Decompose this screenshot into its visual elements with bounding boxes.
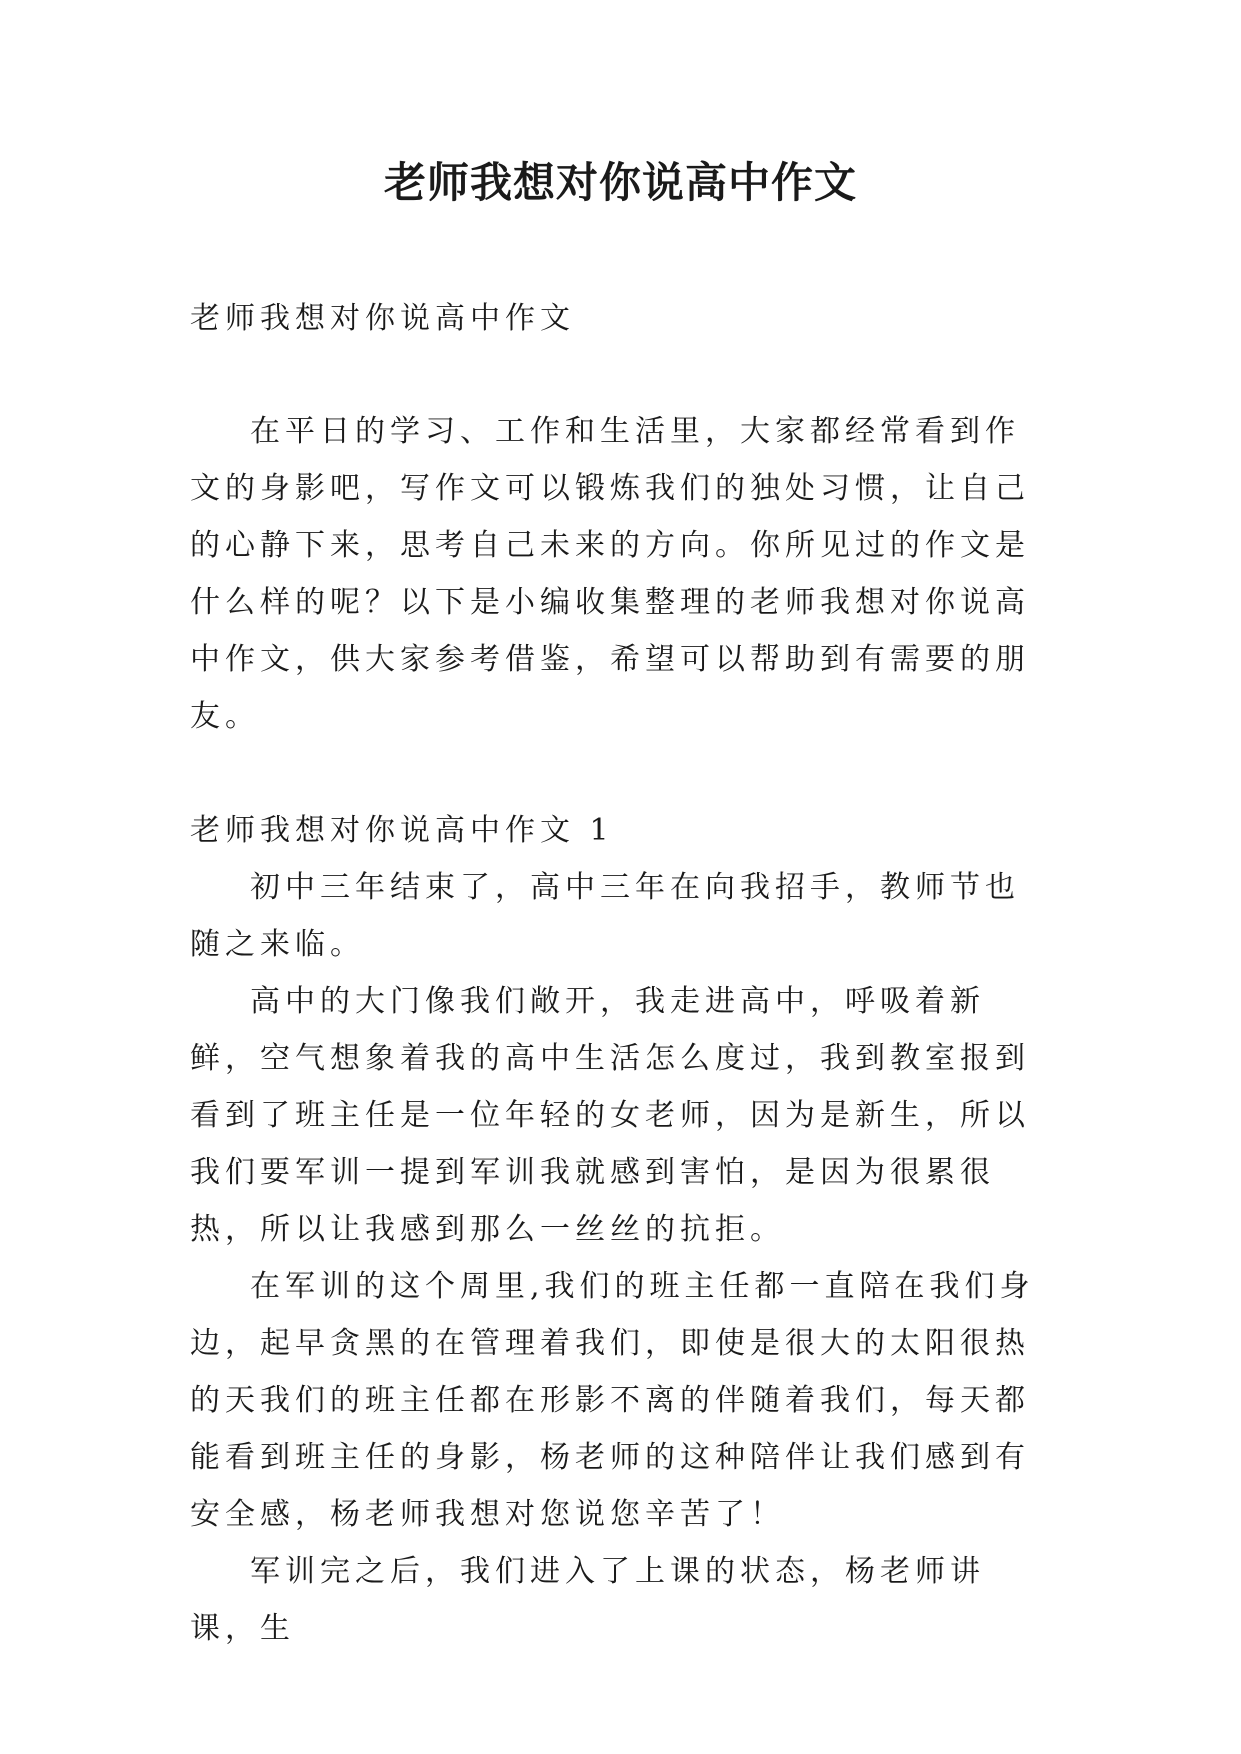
body-paragraph: 初中三年结束了，高中三年在向我招手，教师节也随之来临。 [190, 870, 1020, 962]
section-heading: 老师我想对你说高中作文 1 [190, 813, 614, 848]
intro-paragraph: 在平日的学习、工作和生活里，大家都经常看到作文的身影吧，写作文可以锻炼我们的独处习惯，让自己的心静下来，思考自己未来的方向。你所见过的作文是什么样的呢？以下是小编收集整理的老师我想对你说高中作文，供大家参考借鉴，希望可以帮助到有需要的朋友。 [190, 414, 1030, 734]
document-body [190, 290, 1052, 1657]
document-subtitle: 老师我想对你说高中作文 [190, 301, 575, 336]
body-paragraph: 高中的大门像我们敞开，我走进高中，呼吸着新鲜，空气想象着我的高中生活怎么度过，我到教室报到看到了班主任是一位年轻的女老师，因为是新生，所以我们要军训一提到军训我就感到害怕，是因为很累很热，所以让我感到那么一丝丝的抗拒。 [190, 984, 1030, 1247]
body-paragraph: 军训完之后，我们进入了上课的状态，杨老师讲课，生 [190, 1554, 985, 1646]
body-paragraph: 在军训的这个周里,我们的班主任都一直陪在我们身边，起早贪黑的在管理着我们，即使是很大的太阳很热的天我们的班主任都在形影不离的伴随着我们，每天都能看到班主任的身影，杨老师的这种陪伴让我们感到有安全感，杨老师我想对您说您辛苦了！ [190, 1269, 1035, 1532]
document-title: 老师我想对你说高中作文 [383, 158, 857, 207]
